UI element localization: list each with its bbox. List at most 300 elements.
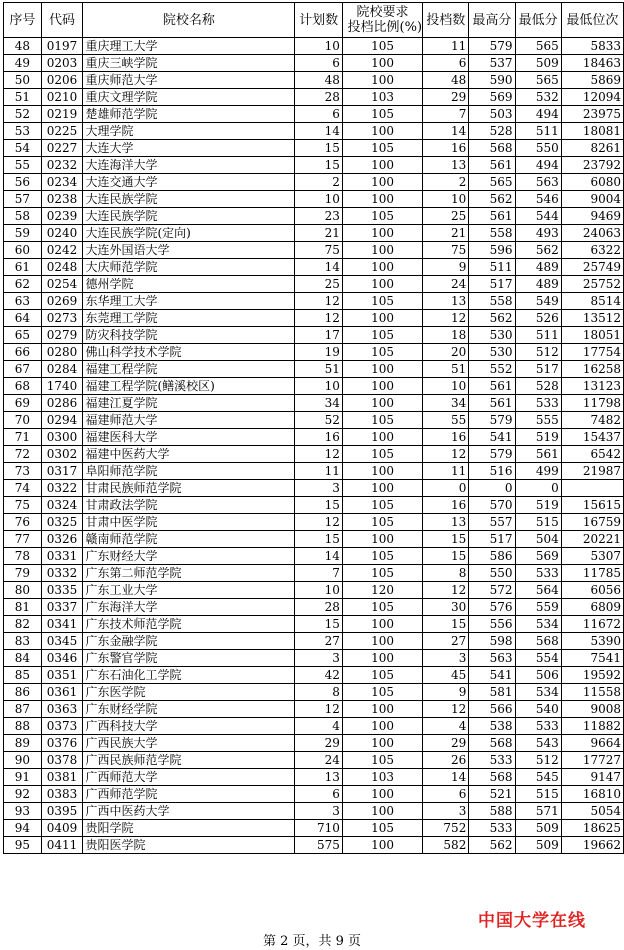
table-row [4,480,624,497]
cell-max: 541 [469,429,515,446]
header-row [4,3,624,38]
cell-code: 0238 [41,191,83,208]
cell-code: 0383 [41,786,83,803]
cell-plan: 10 [295,582,343,599]
cell-min: 493 [515,225,561,242]
cell-min-rank: 18051 [561,327,623,344]
cell-ratio: 105 [342,667,422,684]
cell-plan: 4 [295,718,343,735]
cell-index: 49 [4,55,42,72]
cell-filed: 55 [423,412,469,429]
cell-index: 69 [4,395,42,412]
cell-max: 566 [469,701,515,718]
cell-code: 0286 [41,395,83,412]
cell-max: 576 [469,599,515,616]
col-header-code: 代码 [41,3,83,38]
cell-filed: 10 [423,191,469,208]
cell-ratio: 100 [342,803,422,820]
cell-code: 0232 [41,157,83,174]
cell-max: 568 [469,140,515,157]
cell-min-rank: 6809 [561,599,623,616]
cell-ratio: 100 [342,310,422,327]
cell-ratio: 105 [342,412,422,429]
cell-filed: 16 [423,140,469,157]
cell-ratio: 100 [342,242,422,259]
cell-min-rank: 16810 [561,786,623,803]
cell-school: 佛山科学技术学院 [83,344,295,361]
cell-max: 563 [469,650,515,667]
cell-code: 0395 [41,803,83,820]
cell-max: 517 [469,276,515,293]
cell-filed: 12 [423,701,469,718]
cell-school: 广西师范学院 [83,786,295,803]
cell-max: 517 [469,531,515,548]
cell-plan: 19 [295,344,343,361]
cell-plan: 15 [295,140,343,157]
col-header-school: 院校名称 [83,3,295,38]
cell-min: 561 [515,446,561,463]
col-header-filed: 投档数 [423,3,469,38]
cell-min: 509 [515,55,561,72]
cell-min-rank: 11798 [561,395,623,412]
cell-plan: 12 [295,701,343,718]
cell-min-rank: 8261 [561,140,623,157]
cell-ratio: 100 [342,735,422,752]
table-row [4,72,624,89]
cell-ratio: 100 [342,191,422,208]
cell-max: 562 [469,191,515,208]
cell-school: 广东财经大学 [83,548,295,565]
cell-min-rank: 11558 [561,684,623,701]
cell-min-rank: 16258 [561,361,623,378]
cell-ratio: 100 [342,225,422,242]
cell-plan: 3 [295,803,343,820]
cell-index: 73 [4,463,42,480]
table-row [4,599,624,616]
col-header-ratio-text: 院校要求 投档比例(%) [347,5,423,35]
cell-ratio: 100 [342,276,422,293]
cell-ratio: 100 [342,480,422,497]
cell-max: 550 [469,565,515,582]
table-row [4,361,624,378]
cell-index: 90 [4,752,42,769]
cell-index: 58 [4,208,42,225]
cell-max: 558 [469,225,515,242]
cell-ratio: 105 [342,497,422,514]
table-row [4,276,624,293]
cell-ratio: 105 [342,327,422,344]
cell-max: 552 [469,361,515,378]
cell-min-rank: 6542 [561,446,623,463]
cell-min: 569 [515,548,561,565]
cell-min-rank: 25749 [561,259,623,276]
cell-code: 0197 [41,38,83,55]
cell-ratio: 100 [342,72,422,89]
cell-ratio: 100 [342,463,422,480]
cell-filed: 24 [423,276,469,293]
table-row [4,684,624,701]
cell-min: 550 [515,140,561,157]
cell-index: 65 [4,327,42,344]
cell-max: 579 [469,38,515,55]
table-row [4,242,624,259]
cell-ratio: 105 [342,514,422,531]
cell-min-rank: 15437 [561,429,623,446]
table-row [4,769,624,786]
col-header-index: 序号 [4,3,42,38]
table-row [4,259,624,276]
cell-plan: 52 [295,412,343,429]
cell-min-rank: 8514 [561,293,623,310]
cell-min: 511 [515,327,561,344]
cell-filed: 3 [423,650,469,667]
cell-ratio: 100 [342,531,422,548]
cell-max: 572 [469,582,515,599]
cell-filed: 752 [423,820,469,837]
table-row [4,106,624,123]
cell-code: 0322 [41,480,83,497]
table-row [4,786,624,803]
cell-plan: 15 [295,157,343,174]
cell-school: 楚雄师范学院 [83,106,295,123]
cell-plan: 10 [295,378,343,395]
cell-filed: 15 [423,531,469,548]
cell-ratio: 120 [342,582,422,599]
cell-min: 515 [515,514,561,531]
cell-school: 贵阳医学院 [83,837,295,854]
cell-min: 544 [515,208,561,225]
cell-code: 0363 [41,701,83,718]
cell-code: 0300 [41,429,83,446]
cell-index: 89 [4,735,42,752]
cell-min-rank: 15615 [561,497,623,514]
cell-max: 533 [469,820,515,837]
cell-index: 94 [4,820,42,837]
table-row [4,191,624,208]
cell-filed: 45 [423,667,469,684]
cell-plan: 6 [295,786,343,803]
cell-school: 大连民族学院(定向) [83,225,295,242]
cell-index: 53 [4,123,42,140]
cell-min: 540 [515,701,561,718]
watermark: 中国大学在线 [478,911,586,931]
cell-min: 489 [515,276,561,293]
cell-max: 541 [469,667,515,684]
cell-max: 588 [469,803,515,820]
cell-school: 广西民族师范学院 [83,752,295,769]
cell-school: 广东第二师范学院 [83,565,295,582]
cell-plan: 12 [295,514,343,531]
cell-max: 528 [469,123,515,140]
cell-plan: 17 [295,327,343,344]
cell-max: 561 [469,395,515,412]
cell-index: 50 [4,72,42,89]
cell-code: 0206 [41,72,83,89]
cell-filed: 9 [423,684,469,701]
cell-school: 贵阳学院 [83,820,295,837]
cell-school: 大理学院 [83,123,295,140]
cell-code: 0411 [41,837,83,854]
cell-max: 530 [469,327,515,344]
cell-filed: 34 [423,395,469,412]
cell-plan: 10 [295,38,343,55]
cell-filed: 11 [423,463,469,480]
cell-max: 570 [469,497,515,514]
cell-max: 579 [469,412,515,429]
cell-code: 0219 [41,106,83,123]
cell-school: 福建工程学院(鳝溪校区) [83,378,295,395]
cell-min: 509 [515,820,561,837]
cell-min-rank: 21987 [561,463,623,480]
cell-code: 0331 [41,548,83,565]
cell-school: 大连大学 [83,140,295,157]
cell-code: 0324 [41,497,83,514]
cell-ratio: 100 [342,786,422,803]
cell-ratio: 105 [342,106,422,123]
cell-code: 0269 [41,293,83,310]
table-row [4,157,624,174]
cell-school: 广东财经学院 [83,701,295,718]
cell-min: 519 [515,429,561,446]
cell-school: 阜阳师范学院 [83,463,295,480]
cell-index: 56 [4,174,42,191]
cell-ratio: 105 [342,38,422,55]
cell-code: 0341 [41,616,83,633]
cell-index: 57 [4,191,42,208]
cell-code: 1740 [41,378,83,395]
table-row [4,344,624,361]
table-row [4,429,624,446]
cell-plan: 15 [295,531,343,548]
table-row [4,616,624,633]
cell-index: 60 [4,242,42,259]
col-header-ratio [342,3,422,38]
table-row [4,565,624,582]
cell-plan: 14 [295,123,343,140]
cell-plan: 16 [295,429,343,446]
cell-index: 52 [4,106,42,123]
cell-code: 0242 [41,242,83,259]
cell-min-rank: 13123 [561,378,623,395]
cell-index: 55 [4,157,42,174]
cell-max: 598 [469,633,515,650]
cell-plan: 13 [295,769,343,786]
cell-min: 554 [515,650,561,667]
cell-code: 0351 [41,667,83,684]
cell-ratio: 105 [342,752,422,769]
table-row [4,225,624,242]
cell-ratio: 105 [342,684,422,701]
cell-filed: 13 [423,157,469,174]
cell-plan: 14 [295,259,343,276]
cell-min: 504 [515,531,561,548]
cell-code: 0210 [41,89,83,106]
cell-plan: 29 [295,735,343,752]
cell-min-rank: 17754 [561,344,623,361]
cell-plan: 28 [295,599,343,616]
col-header-min: 最低分 [515,3,561,38]
cell-school: 福建中医药大学 [83,446,295,463]
cell-min-rank: 16759 [561,514,623,531]
cell-code: 0284 [41,361,83,378]
cell-index: 71 [4,429,42,446]
cell-school: 广东石油化工学院 [83,667,295,684]
cell-filed: 3 [423,803,469,820]
cell-min-rank: 18081 [561,123,623,140]
cell-min-rank: 9147 [561,769,623,786]
cell-min-rank: 7482 [561,412,623,429]
cell-school: 甘肃政法学院 [83,497,295,514]
cell-ratio: 105 [342,344,422,361]
cell-min-rank: 7541 [561,650,623,667]
table-row [4,633,624,650]
cell-index: 95 [4,837,42,854]
cell-school: 大连民族学院 [83,191,295,208]
cell-plan: 2 [295,174,343,191]
cell-min: 543 [515,735,561,752]
cell-min-rank: 17727 [561,752,623,769]
cell-school: 广东技术师范学院 [83,616,295,633]
cell-code: 0225 [41,123,83,140]
cell-filed: 21 [423,225,469,242]
cell-ratio: 100 [342,378,422,395]
cell-min: 489 [515,259,561,276]
cell-school: 大庆师范学院 [83,259,295,276]
cell-max: 561 [469,378,515,395]
cell-ratio: 100 [342,123,422,140]
cell-min: 511 [515,123,561,140]
cell-min-rank: 6080 [561,174,623,191]
cell-plan: 23 [295,208,343,225]
cell-school: 甘肃民族师范学院 [83,480,295,497]
cell-filed: 20 [423,344,469,361]
cell-filed: 30 [423,599,469,616]
cell-min-rank: 5390 [561,633,623,650]
cell-max: 562 [469,310,515,327]
cell-index: 93 [4,803,42,820]
cell-min-rank: 5307 [561,548,623,565]
cell-ratio: 105 [342,208,422,225]
cell-max: 579 [469,446,515,463]
cell-min: 533 [515,395,561,412]
cell-school: 广西师范大学 [83,769,295,786]
cell-school: 大连民族学院 [83,208,295,225]
cell-index: 88 [4,718,42,735]
cell-max: 503 [469,106,515,123]
cell-school: 重庆理工大学 [83,38,295,55]
cell-max: 0 [469,480,515,497]
cell-index: 79 [4,565,42,582]
cell-min: 534 [515,616,561,633]
cell-min-rank: 11672 [561,616,623,633]
cell-min: 499 [515,463,561,480]
cell-max: 581 [469,684,515,701]
cell-filed: 15 [423,548,469,565]
cell-filed: 29 [423,89,469,106]
table-row [4,667,624,684]
table-body [4,38,624,854]
cell-min: 512 [515,752,561,769]
cell-min-rank: 19662 [561,837,623,854]
cell-ratio: 105 [342,599,422,616]
cell-min-rank: 24063 [561,225,623,242]
cell-ratio: 100 [342,650,422,667]
cell-max: 565 [469,174,515,191]
cell-code: 0203 [41,55,83,72]
table-row [4,837,624,854]
cell-filed: 7 [423,106,469,123]
cell-plan: 12 [295,446,343,463]
cell-ratio: 100 [342,55,422,72]
cell-index: 91 [4,769,42,786]
cell-filed: 51 [423,361,469,378]
cell-filed: 10 [423,378,469,395]
cell-max: 521 [469,786,515,803]
cell-min-rank: 5869 [561,72,623,89]
cell-code: 0373 [41,718,83,735]
cell-ratio: 105 [342,293,422,310]
cell-ratio: 100 [342,633,422,650]
cell-code: 0317 [41,463,83,480]
cell-code: 0361 [41,684,83,701]
cell-min: 517 [515,361,561,378]
cell-min: 555 [515,412,561,429]
cell-min: 562 [515,242,561,259]
cell-ratio: 105 [342,140,422,157]
cell-code: 0337 [41,599,83,616]
cell-school: 重庆三峡学院 [83,55,295,72]
cell-code: 0254 [41,276,83,293]
cell-plan: 34 [295,395,343,412]
cell-code: 0325 [41,514,83,531]
cell-ratio: 100 [342,395,422,412]
cell-filed: 2 [423,174,469,191]
cell-index: 75 [4,497,42,514]
cell-plan: 6 [295,106,343,123]
cell-school: 防灾科技学院 [83,327,295,344]
cell-filed: 12 [423,582,469,599]
cell-min-rank: 9469 [561,208,623,225]
cell-min: 563 [515,174,561,191]
cell-school: 德州学院 [83,276,295,293]
cell-ratio: 100 [342,718,422,735]
table-row [4,310,624,327]
cell-min: 528 [515,378,561,395]
cell-code: 0273 [41,310,83,327]
cell-index: 62 [4,276,42,293]
cell-school: 广西中医药大学 [83,803,295,820]
cell-index: 83 [4,633,42,650]
cell-min: 564 [515,582,561,599]
cell-min: 0 [515,480,561,497]
cell-filed: 13 [423,514,469,531]
cell-plan: 14 [295,548,343,565]
cell-ratio: 100 [342,361,422,378]
cell-filed: 29 [423,735,469,752]
cell-plan: 11 [295,463,343,480]
cell-max: 556 [469,616,515,633]
col-header-plan: 计划数 [295,3,343,38]
table-row [4,820,624,837]
col-header-max: 最高分 [469,3,515,38]
cell-filed: 16 [423,497,469,514]
cell-filed: 15 [423,616,469,633]
cell-index: 68 [4,378,42,395]
cell-school: 广西民族大学 [83,735,295,752]
table-row [4,293,624,310]
cell-filed: 6 [423,55,469,72]
cell-code: 0240 [41,225,83,242]
